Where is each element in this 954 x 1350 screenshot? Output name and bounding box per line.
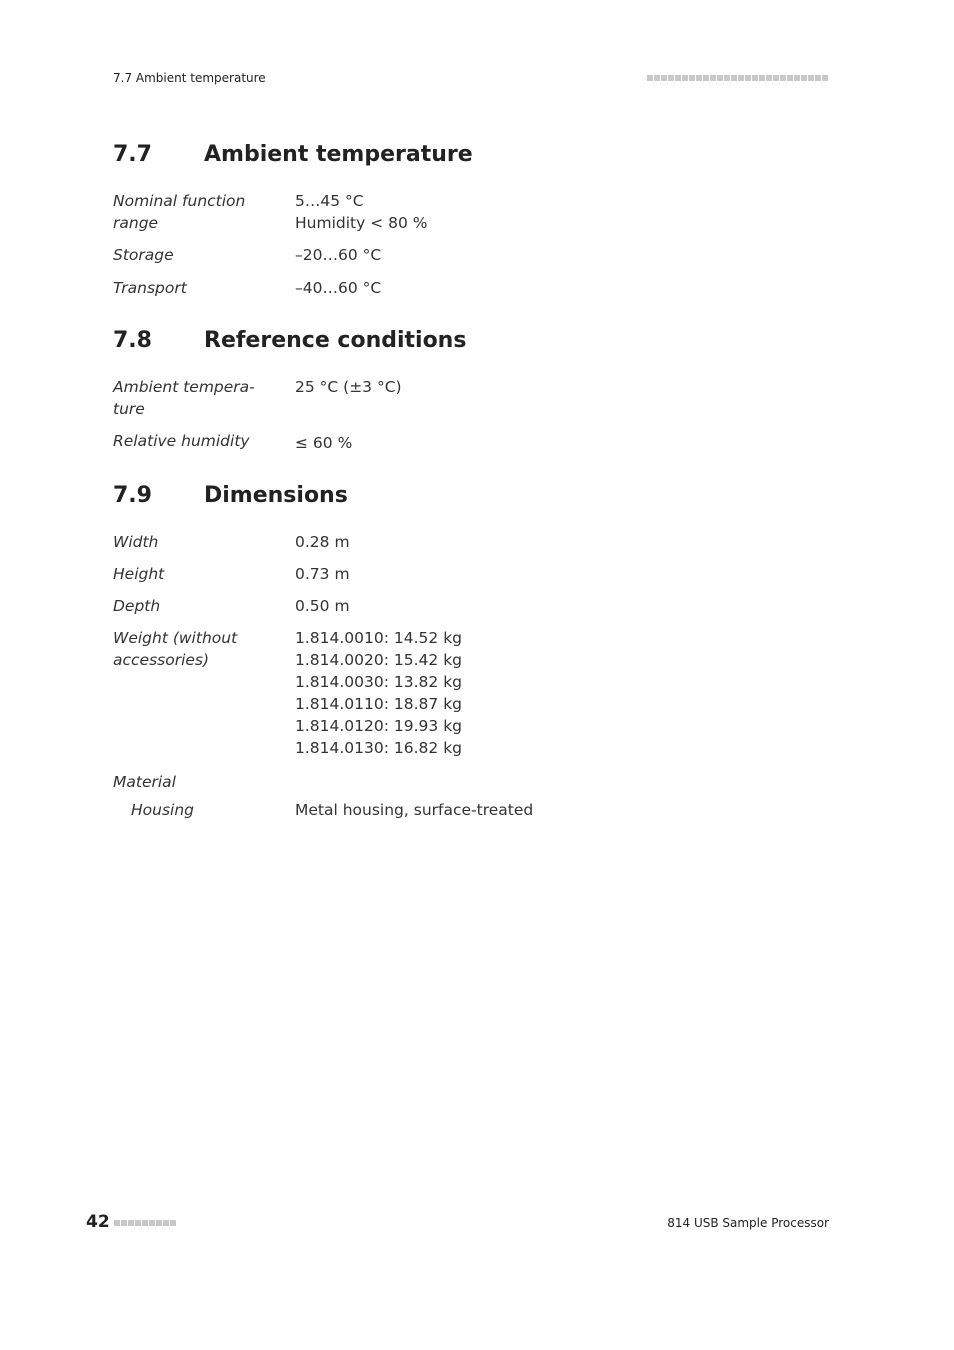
section-heading: Ambient temperature bbox=[204, 142, 473, 167]
section-heading: Reference conditions bbox=[204, 328, 467, 353]
spec-value: ≤ 60 % bbox=[295, 434, 353, 452]
weight-entry: 1.814.0010: 14.52 kg bbox=[295, 629, 463, 647]
decorative-squares bbox=[647, 75, 828, 81]
footer-product-title: 814 USB Sample Processor bbox=[667, 1216, 829, 1230]
spec-label: Weight (without accessories) bbox=[113, 629, 238, 669]
section-number: 7.8 bbox=[113, 328, 152, 353]
spec-label: Ambient tempera- ture bbox=[113, 378, 255, 418]
spec-value: Metal housing, surface-treated bbox=[295, 801, 534, 819]
spec-value: 0.50 m bbox=[295, 597, 350, 615]
weight-entry: 1.814.0110: 18.87 kg bbox=[295, 695, 463, 713]
spec-label: Width bbox=[113, 533, 159, 551]
section-title-ambient bbox=[113, 142, 473, 167]
decorative-squares bbox=[114, 1220, 176, 1226]
spec-value: –20…60 °C bbox=[295, 246, 382, 264]
spec-value-list bbox=[295, 627, 462, 759]
spec-label: Nominal function range bbox=[113, 192, 246, 232]
spec-label: Height bbox=[113, 565, 165, 583]
weight-entry: 1.814.0120: 19.93 kg bbox=[295, 717, 463, 735]
spec-label: Depth bbox=[113, 597, 161, 615]
section-heading: Dimensions bbox=[204, 483, 348, 508]
spec-label: Transport bbox=[113, 279, 187, 297]
spec-label: Relative humidity bbox=[113, 432, 250, 450]
spec-value: 0.73 m bbox=[295, 565, 350, 583]
page-number: 42 bbox=[86, 1212, 110, 1232]
weight-entry: 1.814.0030: 13.82 kg bbox=[295, 673, 463, 691]
spec-value: 0.28 m bbox=[295, 533, 350, 551]
weight-entry: 1.814.0020: 15.42 kg bbox=[295, 651, 463, 669]
spec-value: –40…60 °C bbox=[295, 279, 382, 297]
spec-value: 25 °C (±3 °C) bbox=[295, 378, 402, 396]
section-title-dimensions bbox=[113, 483, 348, 508]
section-number: 7.9 bbox=[113, 483, 152, 508]
running-header: 7.7 Ambient temperature bbox=[113, 71, 266, 85]
spec-sublabel: Housing bbox=[131, 801, 195, 819]
spec-value: 5…45 °C Humidity < 80 % bbox=[295, 192, 428, 232]
weight-entry: 1.814.0130: 16.82 kg bbox=[295, 739, 463, 757]
section-title-reference bbox=[113, 328, 466, 353]
spec-label: Material bbox=[113, 773, 176, 791]
spec-label: Storage bbox=[113, 246, 174, 264]
section-number: 7.7 bbox=[113, 142, 152, 167]
